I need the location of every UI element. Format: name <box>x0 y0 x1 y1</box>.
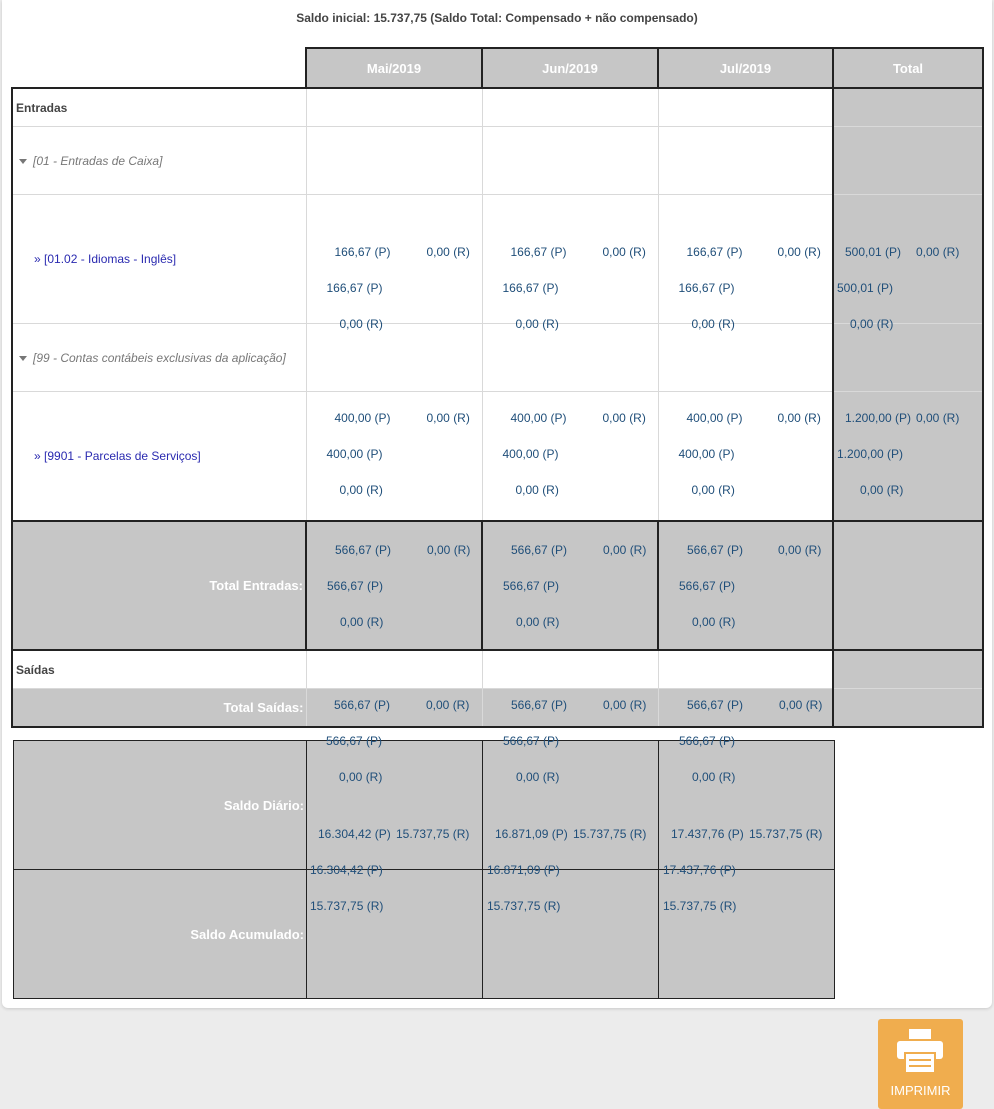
value-p: 566,67 (P) <box>334 698 391 712</box>
value-r: 0,00 (R) <box>916 245 960 259</box>
value-p2: 566,67 (P) <box>679 578 736 593</box>
value-r: 0,00 (R) <box>602 411 646 425</box>
value-r2: 0,00 (R) <box>516 614 560 629</box>
value-r2: 0,00 (R) <box>692 770 736 784</box>
section-row-saidas <box>12 650 983 689</box>
value-p: 166,67 (P) <box>510 245 567 259</box>
value-r: 15.737,75 (R) <box>749 827 823 841</box>
value-p2: 16.304,42 (P) <box>310 863 383 877</box>
printer-icon <box>895 1027 945 1077</box>
value-p: 400,00 (P) <box>686 411 743 425</box>
total-entradas-row <box>12 521 983 650</box>
value-r2: 0,00 (R) <box>340 614 384 629</box>
cash-flow-table <box>11 47 984 728</box>
value-r2: 0,00 (R) <box>691 483 735 497</box>
value-p2: 400,00 (P) <box>678 447 735 461</box>
group-label[interactable]: [99 - Contas contábeis exclusivas da aplicação] <box>12 324 306 392</box>
value-r: 0,00 (R) <box>916 411 960 425</box>
value-r: 0,00 (R) <box>426 245 470 259</box>
column-header-jun: Jun/2019 <box>482 48 658 88</box>
saldo-acumulado-row <box>14 870 835 999</box>
value-r2: 0,00 (R) <box>850 317 894 331</box>
value-r2: 0,00 (R) <box>339 770 383 784</box>
value-p: 17.437,76 (P) <box>671 827 744 841</box>
value-r: 0,00 (R) <box>603 698 647 712</box>
value-r: 0,00 (R) <box>777 245 821 259</box>
value-r: 0,00 (R) <box>779 698 823 712</box>
caret-down-icon[interactable] <box>19 356 27 361</box>
value-cell <box>483 827 658 998</box>
corner-cell <box>12 48 306 88</box>
group-row <box>12 127 983 195</box>
value-r: 15.737,75 (R) <box>573 827 647 841</box>
value-cell <box>483 698 658 869</box>
value-p2: 566,67 (P) <box>327 578 384 593</box>
value-p2: 16.871,09 (P) <box>487 863 560 877</box>
group-label[interactable]: [01 - Entradas de Caixa] <box>12 127 306 195</box>
value-p2: 166,67 (P) <box>502 281 559 295</box>
value-p2: 1.200,00 (P) <box>837 447 904 461</box>
value-p: 166,67 (P) <box>686 245 743 259</box>
value-p2: 566,67 (P) <box>503 734 560 748</box>
value-r: 0,00 (R) <box>778 542 822 557</box>
saldo-diario-label: Saldo Diário: <box>14 741 307 870</box>
value-r2: 0,00 (R) <box>515 317 559 331</box>
value-p: 166,67 (P) <box>334 245 391 259</box>
value-p2: 17.437,76 (P) <box>663 863 736 877</box>
value-r: 0,00 (R) <box>426 411 470 425</box>
total-entradas-label: Total Entradas: <box>12 521 306 650</box>
value-p2: 566,67 (P) <box>326 734 383 748</box>
saldo-diario-row <box>14 741 835 870</box>
value-r2: 15.737,75 (R) <box>663 899 737 913</box>
account-label[interactable]: » [9901 - Parcelas de Serviços] <box>12 392 306 522</box>
value-p: 566,67 (P) <box>511 698 568 712</box>
value-p2: 400,00 (P) <box>326 447 383 461</box>
caret-down-icon[interactable] <box>19 159 27 164</box>
value-cell <box>307 827 482 998</box>
value-p: 16.871,09 (P) <box>495 827 568 841</box>
value-p2: 566,67 (P) <box>503 578 560 593</box>
value-p2: 400,00 (P) <box>502 447 559 461</box>
total-saidas-label: Total Saídas: <box>12 689 306 727</box>
value-r2: 0,00 (R) <box>691 317 735 331</box>
account-row <box>12 195 983 324</box>
value-r2: 0,00 (R) <box>516 770 560 784</box>
value-cell <box>307 698 482 869</box>
value-r2: 15.737,75 (R) <box>487 899 561 913</box>
value-p: 566,67 (P) <box>687 542 744 557</box>
page-title: Saldo inicial: 15.737,75 (Saldo Total: Compensado + não compensado) <box>296 11 698 25</box>
value-r: 0,00 (R) <box>777 411 821 425</box>
value-p2: 500,01 (P) <box>837 281 894 295</box>
section-label-saidas: Saídas <box>12 650 306 689</box>
value-r: 15.737,75 (R) <box>396 827 470 841</box>
value-p: 566,67 (P) <box>511 542 568 557</box>
value-r2: 0,00 (R) <box>860 483 904 497</box>
saldo-acumulado-label: Saldo Acumulado: <box>14 870 307 999</box>
value-r: 0,00 (R) <box>426 698 470 712</box>
column-header-jul: Jul/2019 <box>658 48 833 88</box>
value-r: 0,00 (R) <box>603 542 647 557</box>
value-r2: 0,00 (R) <box>339 317 383 331</box>
value-r2: 0,00 (R) <box>515 483 559 497</box>
value-r2: 15.737,75 (R) <box>310 899 384 913</box>
value-p: 16.304,42 (P) <box>318 827 391 841</box>
value-p: 500,01 (P) <box>845 245 902 259</box>
value-p: 1.200,00 (P) <box>845 411 912 425</box>
group-row <box>12 324 983 392</box>
value-p2: 166,67 (P) <box>326 281 383 295</box>
value-p: 566,67 (P) <box>335 542 392 557</box>
column-header-total: Total <box>833 48 983 88</box>
section-label-entradas: Entradas <box>12 88 306 127</box>
print-button-label: IMPRIMIR <box>890 1083 951 1098</box>
value-cell <box>659 698 834 869</box>
value-p2: 166,67 (P) <box>678 281 735 295</box>
value-cell <box>659 827 834 998</box>
value-p: 566,67 (P) <box>687 698 744 712</box>
value-r: 0,00 (R) <box>427 542 471 557</box>
value-p: 400,00 (P) <box>334 411 391 425</box>
print-button[interactable] <box>878 1019 963 1109</box>
account-label[interactable]: » [01.02 - Idiomas - Inglês] <box>12 195 306 324</box>
value-r2: 0,00 (R) <box>692 614 736 629</box>
value-p: 400,00 (P) <box>510 411 567 425</box>
account-row <box>12 392 983 522</box>
value-p2: 566,67 (P) <box>679 734 736 748</box>
column-header-mai: Mai/2019 <box>306 48 482 88</box>
section-row-entradas <box>12 88 983 127</box>
value-r2: 0,00 (R) <box>339 483 383 497</box>
total-saidas-row <box>12 689 983 727</box>
value-r: 0,00 (R) <box>602 245 646 259</box>
